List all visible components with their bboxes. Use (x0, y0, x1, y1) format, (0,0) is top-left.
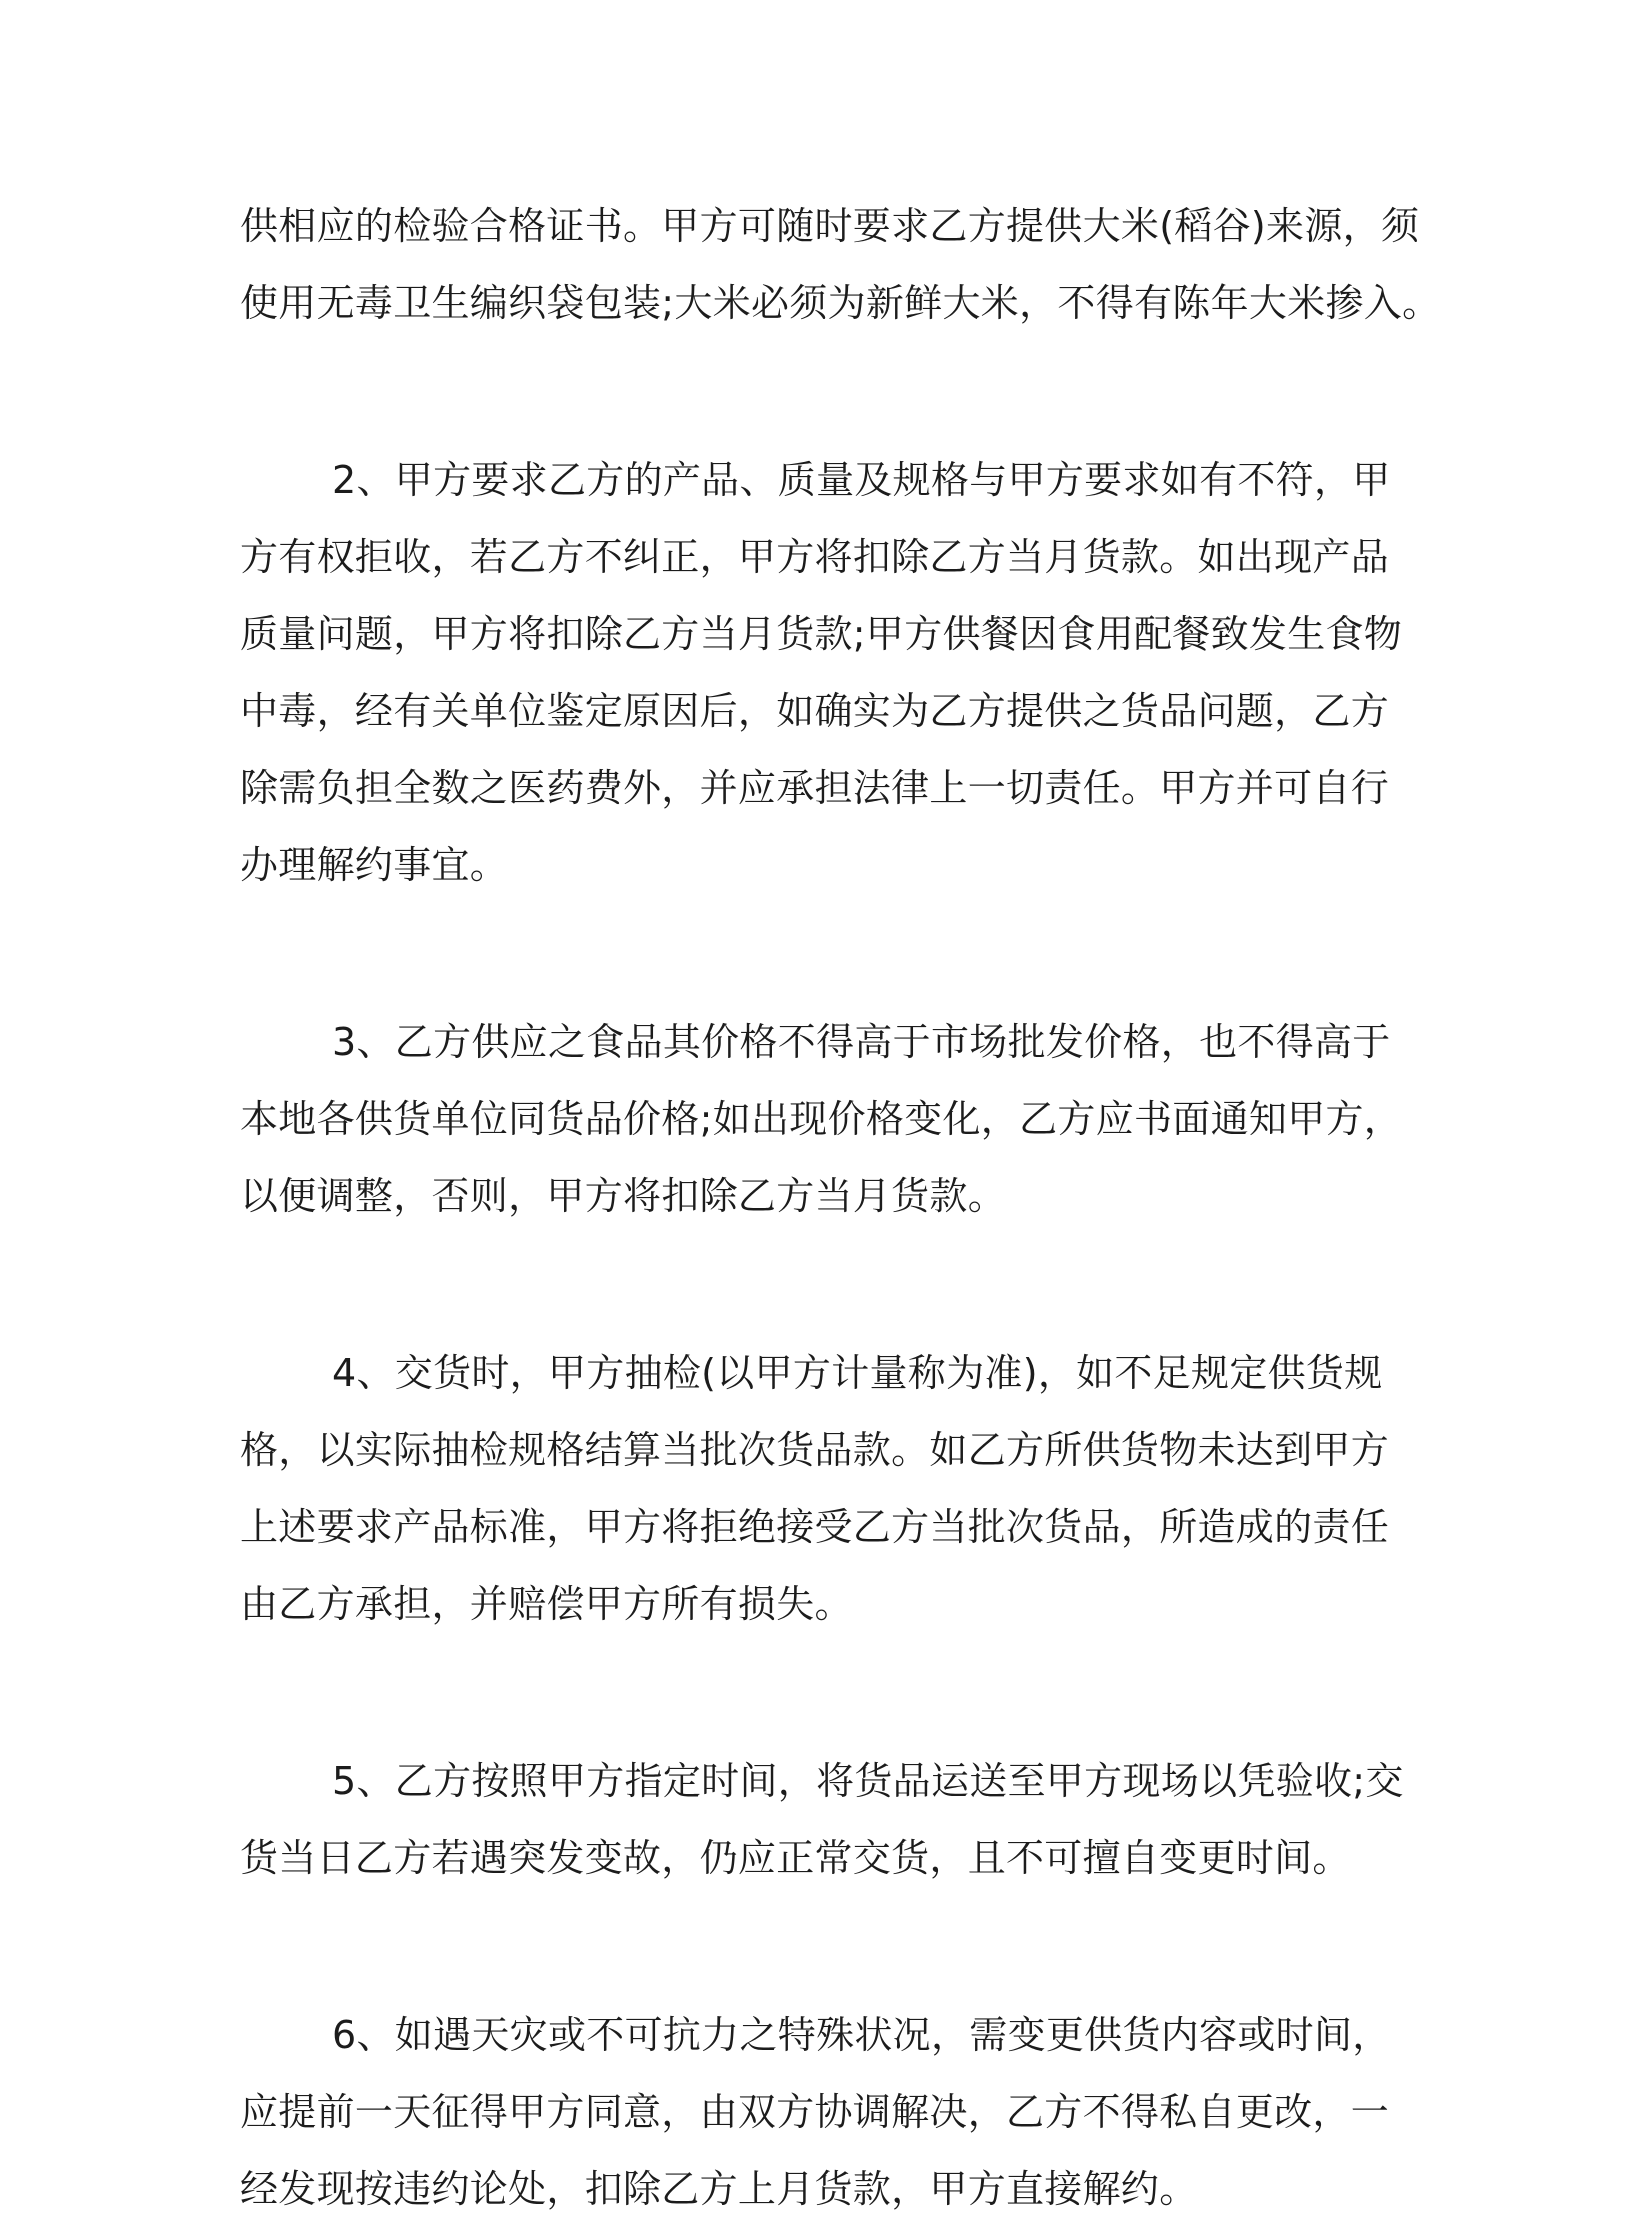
paragraph-line: 中毒，经有关单位鉴定原因后，如确实为乙方提供之货品问题，乙方 (240, 689, 1390, 733)
paragraph-clause-2 (240, 442, 1403, 904)
paragraph-line: 由乙方承担，并赔偿甲方所有损失。 (240, 1582, 853, 1626)
paragraph-line: 使用无毒卫生编织袋包装;大米必须为新鲜大米，不得有陈年大米掺入。 (240, 281, 1441, 325)
paragraph-line: 货当日乙方若遇突发变故，仍应正常交货，且不可擅自变更时间。 (240, 1836, 1351, 1880)
paragraph-line: 经发现按违约论处，扣除乙方上月货款，甲方直接解约。 (240, 2167, 1198, 2211)
paragraph-clause-3 (240, 1004, 1403, 1235)
paragraph-line: 除需负担全数之医药费外，并应承担法律上一切责任。甲方并可自行 (240, 766, 1390, 810)
paragraph-line: 4、交货时，甲方抽检(以甲方计量称为准)，如不足规定供货规 (332, 1351, 1383, 1395)
paragraph-line: 2、甲方要求乙方的产品、质量及规格与甲方要求如有不符，甲 (332, 458, 1391, 502)
paragraph-clause-6 (240, 1997, 1390, 2228)
paragraph-line: 格，以实际抽检规格结算当批次货品款。如乙方所供货物未达到甲方 (240, 1428, 1390, 1472)
paragraph-clause-5 (240, 1743, 1404, 1897)
paragraph-clause-4 (240, 1335, 1390, 1643)
paragraph-1-continuation (240, 188, 1441, 342)
paragraph-line: 6、如遇天灾或不可抗力之特殊状况，需变更供货内容或时间， (332, 2013, 1391, 2057)
paragraph-line: 应提前一天征得甲方同意，由双方协调解决，乙方不得私自更改，一 (240, 2090, 1390, 2134)
paragraph-line: 上述要求产品标准，甲方将拒绝接受乙方当批次货品，所造成的责任 (240, 1505, 1390, 1549)
paragraph-line: 本地各供货单位同货品价格;如出现价格变化，乙方应书面通知甲方， (240, 1097, 1403, 1141)
paragraph-line: 以便调整，否则，甲方将扣除乙方当月货款。 (240, 1174, 1007, 1218)
paragraph-line: 供相应的检验合格证书。甲方可随时要求乙方提供大米(稻谷)来源，须 (240, 204, 1420, 248)
paragraph-line: 办理解约事宜。 (240, 843, 509, 887)
document-body (240, 188, 1441, 2228)
paragraph-line: 质量问题，甲方将扣除乙方当月货款;甲方供餐因食用配餐致发生食物 (240, 612, 1403, 656)
paragraph-line: 方有权拒收，若乙方不纠正，甲方将扣除乙方当月货款。如出现产品 (240, 535, 1390, 579)
paragraph-line: 5、乙方按照甲方指定时间，将货品运送至甲方现场以凭验收;交 (332, 1759, 1404, 1803)
paragraph-line: 3、乙方供应之食品其价格不得高于市场批发价格，也不得高于 (332, 1020, 1391, 1064)
